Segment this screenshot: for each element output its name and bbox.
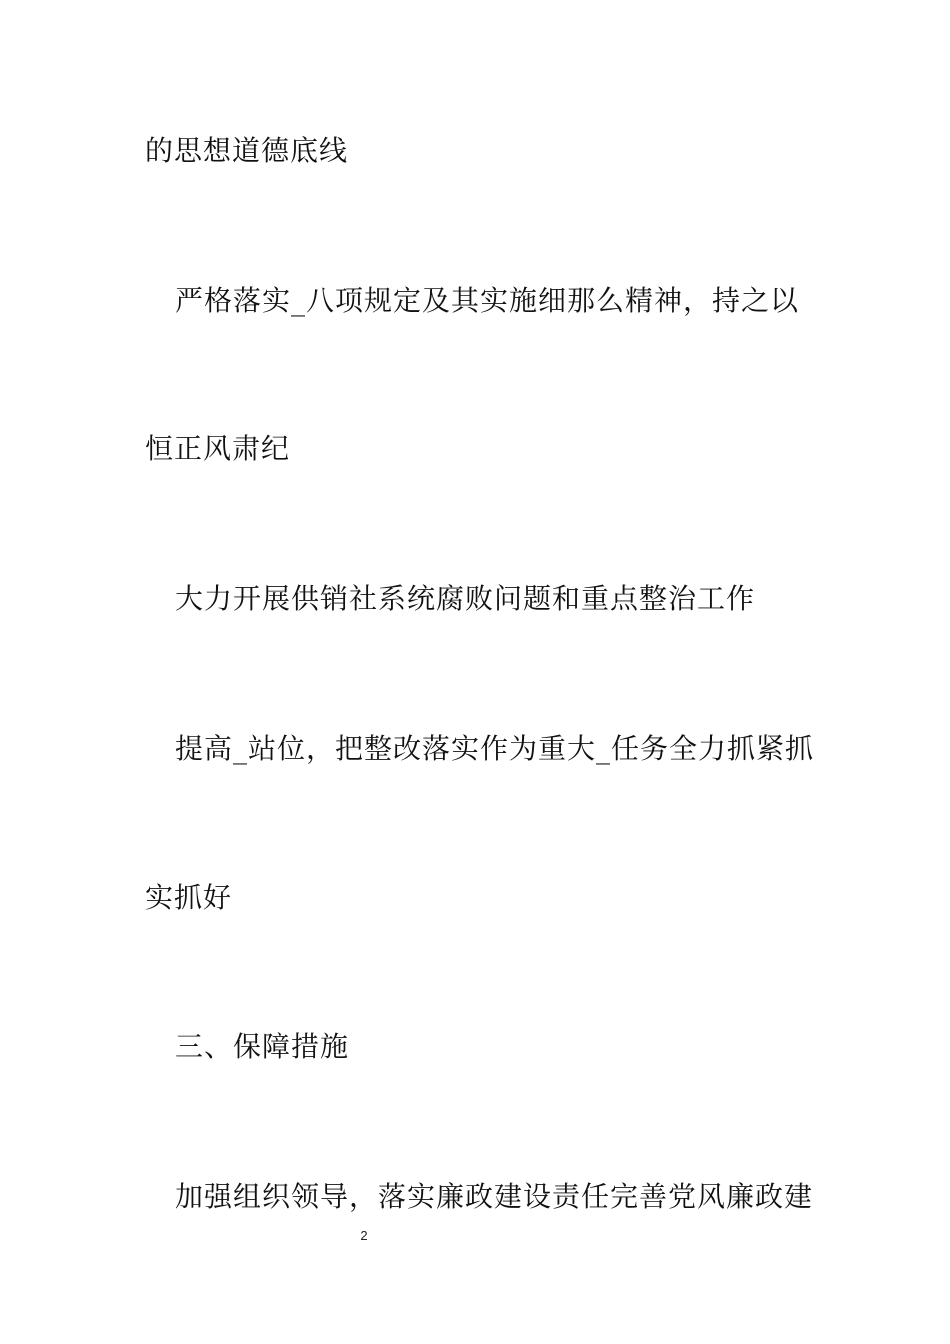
- page-number: 2: [360, 1228, 368, 1243]
- paragraph-line: 加强组织领导，落实廉政建设责任完善党风廉政建: [175, 1180, 814, 1213]
- paragraph-line: 严格落实_八项规定及其实施细那么精神，持之以: [175, 284, 800, 317]
- paragraph-line: 实抓好: [145, 881, 233, 914]
- paragraph-line: 恒正风肃纪: [145, 432, 291, 465]
- section-heading: 三、保障措施: [175, 1030, 350, 1063]
- paragraph-line: 大力开展供销社系统腐败问题和重点整治工作: [175, 582, 756, 615]
- paragraph-line: 的思想道德底线: [145, 134, 349, 167]
- paragraph-line: 提高_站位，把整改落实作为重大_任务全力抓紧抓: [175, 732, 815, 765]
